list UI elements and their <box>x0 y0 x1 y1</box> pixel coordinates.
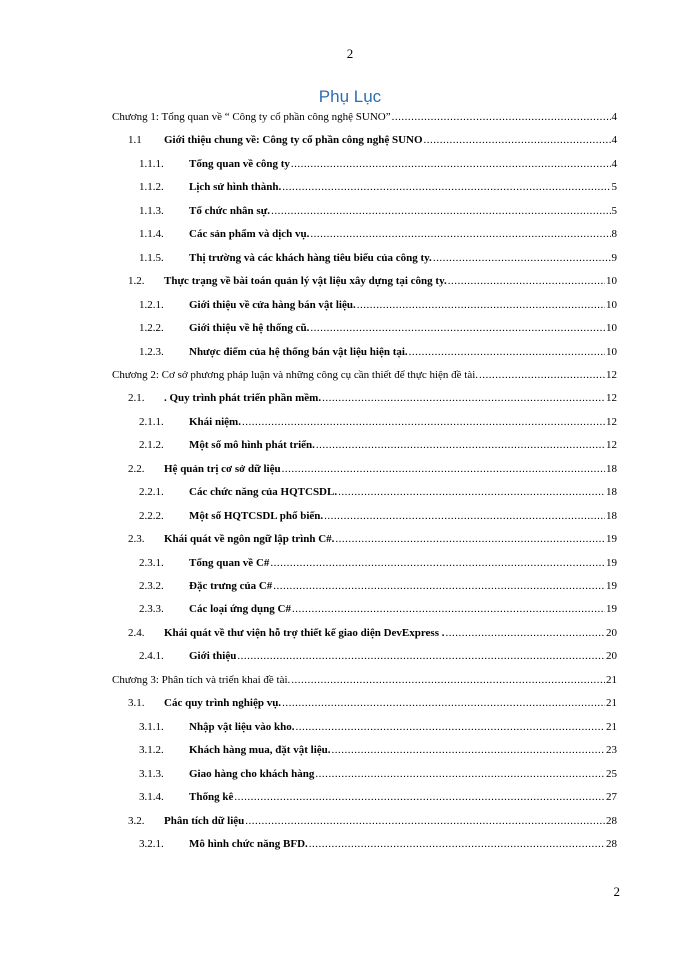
toc-dot-leader <box>322 391 605 406</box>
toc-entry-page: 18 <box>606 463 617 475</box>
toc-dot-leader <box>392 110 611 125</box>
toc-entry-label: Tổng quan về C# <box>189 557 270 569</box>
toc-dot-leader <box>310 227 610 242</box>
toc-entry-label: Chương 2: Cơ sở phương pháp luận và những công cụ cần thiết để thực hiện đề tài. <box>112 369 479 381</box>
toc-entry-number: 3.1.3. <box>139 768 164 780</box>
footer-page-number: 2 <box>613 884 620 899</box>
toc-entry-number: 1.2.2. <box>139 322 164 334</box>
toc-dot-leader <box>282 696 605 711</box>
toc-entry-label: Giới thiệu về hệ thống cũ. <box>189 322 310 334</box>
toc-dot-leader <box>237 649 605 664</box>
toc-entry[interactable] <box>128 391 617 406</box>
toc-entry[interactable] <box>139 415 617 430</box>
toc-dot-leader <box>448 274 605 289</box>
toc-entry-page: 21 <box>606 697 617 709</box>
toc-entry-page: 10 <box>606 275 617 287</box>
toc-dot-leader <box>242 415 605 430</box>
toc-entry[interactable] <box>128 532 617 547</box>
toc-entry-number: 2.1. <box>128 392 145 404</box>
toc-entry-page: 19 <box>606 533 617 545</box>
toc-entry[interactable] <box>139 790 617 805</box>
toc-entry-number: 3.2. <box>128 815 145 827</box>
toc-entry-page: 20 <box>606 627 617 639</box>
toc-entry-page: 12 <box>606 439 617 451</box>
toc-entry-number: 1.1.4. <box>139 228 164 240</box>
toc-entry-page: 12 <box>606 392 617 404</box>
toc-entry[interactable] <box>128 133 617 148</box>
toc-entry-label: . Quy trình phát triển phần mềm. <box>164 392 322 404</box>
toc-entry-label: Hệ quản trị cơ sở dữ liệu <box>164 463 281 475</box>
toc-entry[interactable] <box>139 767 617 782</box>
toc-entry-page: 5 <box>611 205 617 217</box>
toc-entry-label: Lịch sử hình thành. <box>189 181 282 193</box>
toc-entry-number: 2.2.1. <box>139 486 164 498</box>
toc-entry-number: 1.1.1. <box>139 158 164 170</box>
toc-dot-leader <box>424 133 611 148</box>
toc-entry[interactable] <box>139 204 617 219</box>
toc-entry-number: 2.4.1. <box>139 650 164 662</box>
toc-entry[interactable] <box>139 509 617 524</box>
toc-entry-page: 4 <box>611 158 617 170</box>
toc-entry-page: 19 <box>606 603 617 615</box>
toc-entry-page: 28 <box>606 815 617 827</box>
toc-entry[interactable] <box>112 110 617 125</box>
toc-entry-page: 25 <box>606 768 617 780</box>
toc-dot-leader <box>291 673 605 688</box>
toc-entry-number: 2.2.2. <box>139 510 164 522</box>
toc-dot-leader <box>316 438 605 453</box>
toc-dot-leader <box>234 790 605 805</box>
toc-dot-leader <box>409 345 605 360</box>
toc-entry-label: Các sản phẩm và dịch vụ. <box>189 228 310 240</box>
toc-entry-label: Giới thiệu chung về: Công ty cổ phần công nghệ SUNO <box>164 134 423 146</box>
toc-entry-label: Giới thiệu <box>189 650 237 662</box>
toc-entry[interactable] <box>139 837 617 852</box>
toc-entry-label: Tổng quan về công ty <box>189 158 290 170</box>
toc-dot-leader <box>310 321 605 336</box>
toc-entry-page: 27 <box>606 791 617 803</box>
toc-entry[interactable] <box>112 673 617 688</box>
toc-entry-label: Một số mô hình phát triển. <box>189 439 315 451</box>
toc-entry-number: 2.1.1. <box>139 416 164 428</box>
toc-entry-label: Các quy trình nghiệp vụ. <box>164 697 282 709</box>
toc-entry-number: 3.1.4. <box>139 791 164 803</box>
toc-entry[interactable] <box>139 579 617 594</box>
toc-entry[interactable] <box>139 298 617 313</box>
toc-entry-number: 1.2.1. <box>139 299 164 311</box>
toc-dot-leader <box>245 814 605 829</box>
toc-entry[interactable] <box>128 626 617 641</box>
toc-dot-leader <box>445 626 605 641</box>
toc-entry-label: Mô hình chức năng BFD. <box>189 838 308 850</box>
toc-entry-number: 1.2. <box>128 275 145 287</box>
toc-entry-label: Giao hàng cho khách hàng <box>189 768 315 780</box>
toc-entry-number: 3.1.1. <box>139 721 164 733</box>
toc-entry-page: 10 <box>606 346 617 358</box>
toc-entry-number: 2.1.2. <box>139 439 164 451</box>
toc-entry[interactable] <box>139 649 617 664</box>
toc-entry[interactable] <box>139 720 617 735</box>
toc-entry-page: 18 <box>606 486 617 498</box>
toc-entry-label: Khách hàng mua, đặt vật liệu. <box>189 744 331 756</box>
toc-entry[interactable] <box>139 251 617 266</box>
toc-entry-label: Khái niệm. <box>189 416 241 428</box>
toc-dot-leader <box>282 180 610 195</box>
toc-entry[interactable] <box>128 462 617 477</box>
toc-entry-page: 28 <box>606 838 617 850</box>
toc-entry-page: 19 <box>606 557 617 569</box>
toc-entry-number: 1.2.3. <box>139 346 164 358</box>
toc-entry[interactable] <box>128 274 617 289</box>
toc-entry-page: 20 <box>606 650 617 662</box>
toc-entry[interactable] <box>139 438 617 453</box>
toc-dot-leader <box>270 556 605 571</box>
toc-entry[interactable] <box>139 180 617 195</box>
toc-entry[interactable] <box>139 157 617 172</box>
toc-entry-number: 2.4. <box>128 627 145 639</box>
toc-entry-label: Thực trạng về bài toán quản lý vật liệu xây dựng tại công ty. <box>164 275 447 287</box>
toc-entry[interactable] <box>139 485 617 500</box>
toc-entry[interactable] <box>139 602 617 617</box>
toc-entry-number: 1.1.5. <box>139 252 164 264</box>
toc-entry-page: 4 <box>611 111 617 123</box>
toc-dot-leader <box>433 251 611 266</box>
toc-entry-page: 5 <box>611 181 617 193</box>
toc-entry-number: 2.3.2. <box>139 580 164 592</box>
toc-entry-number: 2.3.1. <box>139 557 164 569</box>
toc-title: Phụ Lục <box>318 87 382 106</box>
toc-entry-number: 2.3.3. <box>139 603 164 615</box>
toc-entry-page: 12 <box>606 369 617 381</box>
toc-entry-number: 2.2. <box>128 463 145 475</box>
toc-entry-number: 1.1.3. <box>139 205 164 217</box>
toc-entry[interactable] <box>128 814 617 829</box>
toc-dot-leader <box>291 157 611 172</box>
toc-dot-leader <box>479 368 605 383</box>
toc-dot-leader <box>357 298 605 313</box>
toc-dot-leader <box>282 462 605 477</box>
toc-entry-label: Một số HQTCSDL phổ biến. <box>189 510 324 522</box>
toc-entry-label: Thống kê <box>189 791 234 803</box>
toc-entry-page: 19 <box>606 580 617 592</box>
toc-entry-page: 10 <box>606 299 617 311</box>
toc-entry-page: 9 <box>611 252 617 264</box>
toc-entry-page: 21 <box>606 721 617 733</box>
header-page-number: 2 <box>346 46 354 61</box>
toc-dot-leader <box>309 837 605 852</box>
toc-entry-label: Khái quát về thư viện hỗ trợ thiết kế giao diện DevExpress . <box>164 627 445 639</box>
toc-entry-page: 23 <box>606 744 617 756</box>
toc-entry-number: 3.2.1. <box>139 838 164 850</box>
toc-entry-page: 8 <box>611 228 617 240</box>
toc-entry[interactable] <box>139 743 617 758</box>
toc-dot-leader <box>338 485 605 500</box>
toc-dot-leader <box>332 743 606 758</box>
toc-entry-number: 1.1 <box>128 134 142 146</box>
toc-entry-label: Chương 1: Tổng quan về “ Công ty cổ phần công nghệ SUNO” <box>112 111 391 123</box>
toc-entry-page: 21 <box>606 674 617 686</box>
toc-entry-label: Nhập vật liệu vào kho. <box>189 721 295 733</box>
toc-entry-number: 1.1.2. <box>139 181 164 193</box>
toc-entry[interactable] <box>139 345 617 360</box>
toc-entry-label: Các chức năng của HQTCSDL. <box>189 486 338 498</box>
toc-entry-label: Giới thiệu về cửa hàng bán vật liệu. <box>189 299 356 311</box>
toc-entry[interactable] <box>112 368 617 383</box>
toc-entry[interactable] <box>139 321 617 336</box>
toc-dot-leader <box>324 509 605 524</box>
toc-dot-leader <box>273 579 605 594</box>
toc-entry[interactable] <box>128 696 617 711</box>
toc-entry-number: 2.3. <box>128 533 145 545</box>
toc-entry[interactable] <box>139 227 617 242</box>
toc-entry-label: Các loại ứng dụng C# <box>189 603 291 615</box>
toc-entry-label: Chương 3: Phân tích và triển khai đề tài. <box>112 674 291 686</box>
toc-dot-leader <box>315 767 605 782</box>
toc-entry-page: 10 <box>606 322 617 334</box>
toc-dot-leader <box>335 532 605 547</box>
toc-entry-label: Thị trường và các khách hàng tiêu biểu của công ty. <box>189 252 432 264</box>
toc-entry-label: Đặc trưng của C# <box>189 580 273 592</box>
toc-entry-number: 3.1.2. <box>139 744 164 756</box>
toc-entry[interactable] <box>139 556 617 571</box>
toc-entry-page: 12 <box>606 416 617 428</box>
toc-entry-label: Khái quát về ngôn ngữ lập trình C#. <box>164 533 335 545</box>
toc-entry-label: Nhược điểm của hệ thống bán vật liệu hiện tại. <box>189 346 408 358</box>
toc-dot-leader <box>295 720 605 735</box>
toc-dot-leader <box>292 602 605 617</box>
toc-entry-number: 3.1. <box>128 697 145 709</box>
toc-dot-leader <box>271 204 610 219</box>
toc-entry-page: 4 <box>611 134 617 146</box>
toc-entry-label: Phân tích dữ liệu <box>164 815 245 827</box>
toc-entry-page: 18 <box>606 510 617 522</box>
toc-entry-label: Tổ chức nhân sự. <box>189 205 271 217</box>
